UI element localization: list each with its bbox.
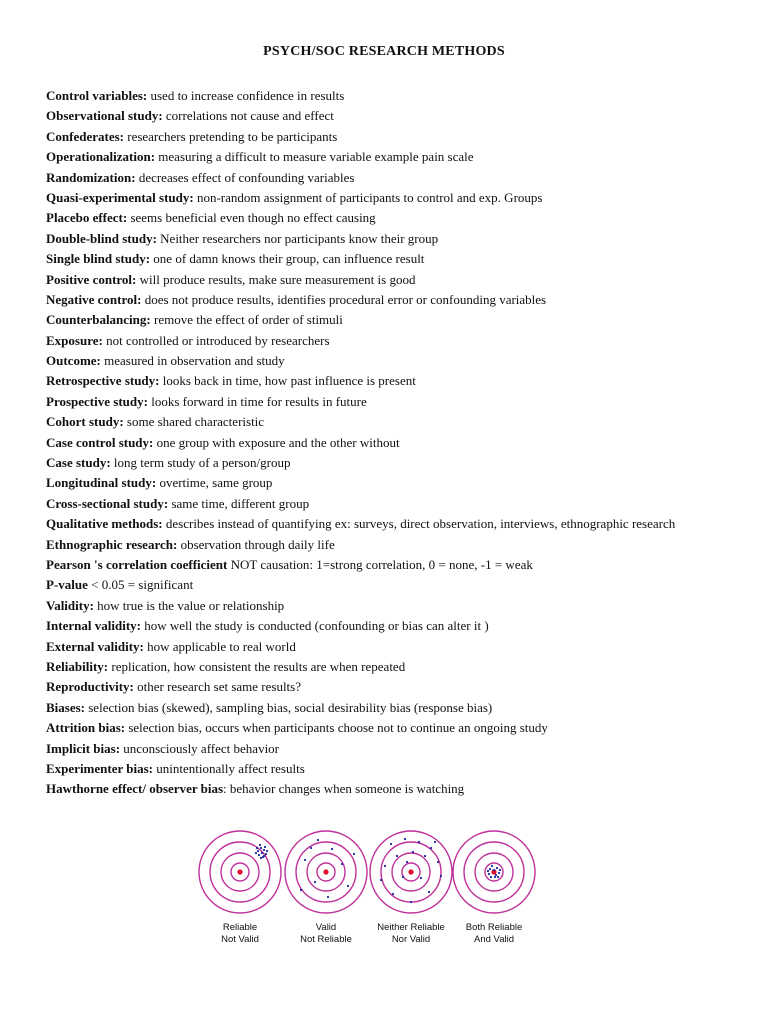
definition-item	[46, 718, 746, 738]
definition-item	[46, 392, 746, 412]
definition-desc: observation through daily life	[177, 536, 335, 552]
target-dot	[490, 876, 492, 878]
definition-desc: unconsciously affect behavior	[120, 740, 280, 756]
target-bullseye	[408, 869, 413, 874]
definition-term: Placebo effect:	[46, 210, 128, 226]
target-dot	[437, 861, 439, 863]
definition-term: Reliability:	[46, 658, 109, 674]
target-dot	[341, 863, 343, 865]
definition-desc: one group with exposure and the other without	[153, 434, 400, 450]
target-dot	[263, 849, 265, 851]
target-dot	[257, 850, 259, 852]
definition-item	[46, 310, 746, 330]
target-dot	[489, 868, 491, 870]
target-dot	[434, 841, 436, 843]
definition-term: Positive control:	[46, 271, 137, 287]
target-dot	[487, 870, 489, 872]
target-dot	[265, 853, 267, 855]
definition-term: Biases:	[46, 699, 85, 715]
target-dot	[255, 852, 257, 854]
target-caption-line: And Valid	[474, 934, 514, 945]
definition-term: Case control study:	[46, 434, 154, 450]
definition-item	[46, 779, 746, 799]
target-dot	[347, 885, 349, 887]
target-bullseye	[237, 869, 242, 874]
definition-term: Outcome:	[46, 353, 101, 369]
definition-item	[46, 555, 746, 575]
definition-item	[46, 739, 746, 759]
definition-term: Case study:	[46, 455, 111, 471]
definition-desc: looks back in time, how past influence is present	[159, 373, 416, 389]
definition-desc: looks forward in time for results in future	[147, 393, 367, 409]
target-dot	[260, 857, 262, 859]
target-dot	[266, 850, 268, 852]
definition-term: Attrition bias:	[46, 720, 126, 736]
target-dot	[263, 855, 265, 857]
definition-term: Control variables:	[46, 88, 148, 103]
definition-term: Negative control:	[46, 291, 142, 307]
definition-item	[46, 412, 746, 432]
target-dot	[384, 865, 386, 867]
target-dot	[396, 855, 398, 857]
definition-term: Single blind study:	[46, 251, 151, 267]
target-dot	[488, 873, 490, 875]
target-caption-line: Valid	[315, 922, 337, 933]
definition-item	[46, 106, 746, 126]
definition-desc: used to increase confidence in results	[147, 88, 345, 103]
target-dot	[256, 847, 258, 849]
definition-desc: how well the study is conducted (confounding or bias can alter it )	[140, 618, 489, 634]
target-dot	[406, 861, 408, 863]
definition-desc: researchers pretending to be participants	[123, 128, 338, 144]
target-caption-line: Neither Reliable	[377, 922, 445, 933]
definition-item	[46, 535, 746, 555]
definition-item	[46, 698, 746, 718]
definition-item	[46, 596, 746, 616]
definition-desc: how true is the value or relationship	[93, 597, 285, 613]
definition-item	[46, 473, 746, 493]
reliability-validity-targets	[196, 826, 536, 956]
target-valid-not-reliable	[285, 831, 367, 913]
target-caption-line: Reliable	[222, 922, 258, 933]
target-dot	[264, 846, 266, 848]
target-caption	[368, 922, 454, 946]
definition-desc: describes instead of quantifying ex: surveys, direct observation, interviews, ethnographic research	[162, 516, 676, 532]
definition-item	[46, 433, 746, 453]
definition-item	[46, 759, 746, 779]
target-dot	[259, 844, 261, 846]
definition-item	[46, 249, 746, 269]
target-dot	[418, 841, 420, 843]
definition-item	[46, 331, 746, 351]
target-caption	[283, 922, 369, 946]
definition-term: Observational study:	[46, 108, 163, 124]
definition-desc: not controlled or introduced by researchers	[102, 332, 330, 348]
target-dot	[314, 881, 316, 883]
definition-desc: unintentionally affect results	[153, 760, 305, 776]
target-dot	[493, 869, 495, 871]
target-dot	[430, 847, 432, 849]
definition-desc: overtime, same group	[156, 475, 273, 491]
definition-item	[46, 494, 746, 514]
definition-term: Exposure:	[46, 332, 103, 348]
definition-term: Hawthorne effect/ observer bias	[46, 781, 224, 797]
definition-term: Ethnographic research:	[46, 536, 178, 552]
definition-desc: NOT causation: 1=strong correlation, 0 = none, -1 = weak	[227, 556, 533, 572]
definition-desc: Neither researchers nor participants know their group	[156, 230, 439, 246]
definition-item	[46, 270, 746, 290]
target-dot	[304, 859, 306, 861]
definition-desc: other research set same results?	[133, 679, 301, 695]
definition-desc: long term study of a person/group	[110, 455, 291, 471]
definition-term: Counterbalancing:	[46, 312, 151, 328]
target-caption-line: Not Reliable	[300, 934, 352, 945]
definition-term: Operationalization:	[46, 149, 156, 165]
target-dot	[496, 867, 498, 869]
definition-desc: < 0.05 = significant	[87, 577, 194, 593]
definition-desc: decreases effect of confounding variables	[135, 169, 355, 185]
target-caption	[197, 922, 283, 946]
definition-term: Internal validity:	[46, 618, 141, 634]
definition-term: Reproductivity:	[46, 679, 134, 695]
target-reliable-not-valid	[199, 831, 281, 913]
definition-term: Validity:	[46, 597, 94, 613]
definition-term: Randomization:	[46, 169, 136, 185]
definition-term: Longitudinal study:	[46, 475, 157, 491]
definition-term: External validity:	[46, 638, 144, 654]
definition-term: Double-blind study:	[46, 230, 157, 246]
definition-term: Confederates:	[46, 128, 124, 144]
definition-desc: remove the effect of order of stimuli	[150, 312, 343, 328]
definition-term: Implicit bias:	[46, 740, 121, 756]
definition-item	[46, 229, 746, 249]
target-both-reliable-and-valid	[453, 831, 535, 913]
target-dot	[412, 851, 414, 853]
definition-item	[46, 637, 746, 657]
definition-desc: measuring a difficult to measure variable example pain scale	[155, 149, 474, 165]
definition-term: P-value	[46, 577, 88, 593]
target-dot	[498, 872, 500, 874]
definition-item	[46, 616, 746, 636]
target-dot	[491, 865, 493, 867]
target-caption-line: Not Valid	[221, 934, 259, 945]
definition-list	[46, 86, 746, 800]
definition-desc: same time, different group	[168, 495, 310, 511]
definition-term: Pearson 's correlation coefficient	[46, 556, 228, 572]
definition-desc: : behavior changes when someone is watching	[223, 781, 465, 797]
target-dot	[420, 877, 422, 879]
definition-term: Cross-sectional study:	[46, 495, 169, 511]
target-dot	[390, 843, 392, 845]
definition-desc: how applicable to real world	[143, 638, 296, 654]
target-dot	[410, 901, 412, 903]
target-dot	[331, 848, 333, 850]
definition-item	[46, 657, 746, 677]
definition-item	[46, 677, 746, 697]
definition-item	[46, 86, 746, 106]
definition-term: Quasi-experimental study:	[46, 189, 194, 205]
definition-item	[46, 147, 746, 167]
target-dot	[392, 893, 394, 895]
definition-desc: one of damn knows their group, can influence result	[150, 251, 425, 267]
target-dot	[428, 891, 430, 893]
definition-term: Qualitative methods:	[46, 516, 163, 532]
targets-illustration	[196, 826, 536, 922]
definition-term: Experimenter bias:	[46, 760, 153, 776]
definition-item	[46, 188, 746, 208]
target-dot	[495, 874, 497, 876]
definition-desc: measured in observation and study	[100, 353, 285, 369]
target-dot	[260, 847, 262, 849]
target-neither-reliable-nor-valid	[370, 831, 452, 913]
definition-term: Cohort study:	[46, 414, 124, 430]
definition-item	[46, 208, 746, 228]
definition-desc: seems beneficial even though no effect causing	[127, 210, 376, 226]
target-bullseye	[323, 869, 328, 874]
definition-desc: non-random assignment of participants to control and exp. Groups	[193, 189, 543, 205]
target-dot	[497, 876, 499, 878]
target-dot	[424, 855, 426, 857]
target-dot	[353, 853, 355, 855]
target-dot	[499, 869, 501, 871]
definition-item	[46, 514, 746, 534]
target-caption-line: Both Reliable	[465, 922, 523, 933]
target-dot	[300, 889, 302, 891]
target-dot	[494, 876, 496, 878]
definition-term: Prospective study:	[46, 393, 148, 409]
definition-desc: will produce results, make sure measurement is good	[136, 271, 416, 287]
target-dot	[317, 839, 319, 841]
definition-desc: selection bias (skewed), sampling bias, social desirability bias (response bias)	[85, 699, 493, 715]
definition-item	[46, 453, 746, 473]
definition-item	[46, 127, 746, 147]
target-dot	[402, 876, 404, 878]
definition-item	[46, 168, 746, 188]
target-caption	[451, 922, 537, 946]
definition-item	[46, 575, 746, 595]
target-dot	[327, 896, 329, 898]
target-dot	[440, 875, 442, 877]
target-dot	[261, 852, 263, 854]
definition-item	[46, 371, 746, 391]
target-dot	[380, 879, 382, 881]
definition-desc: selection bias, occurs when participants choose not to continue an ongoing study	[125, 720, 548, 736]
definition-term: Retrospective study:	[46, 373, 160, 389]
target-dot	[404, 838, 406, 840]
definition-desc: does not produce results, identifies procedural error or confounding variables	[141, 291, 547, 307]
target-dot	[310, 847, 312, 849]
definition-desc: replication, how consistent the results are when repeated	[108, 658, 406, 674]
definition-desc: correlations not cause and effect	[162, 108, 334, 124]
definition-item	[46, 351, 746, 371]
definition-item	[46, 290, 746, 310]
target-dot	[258, 854, 260, 856]
definition-desc: some shared characteristic	[123, 414, 265, 430]
target-caption-line: Nor Valid	[391, 934, 431, 945]
page-title: PSYCH/SOC RESEARCH METHODS	[263, 44, 505, 59]
